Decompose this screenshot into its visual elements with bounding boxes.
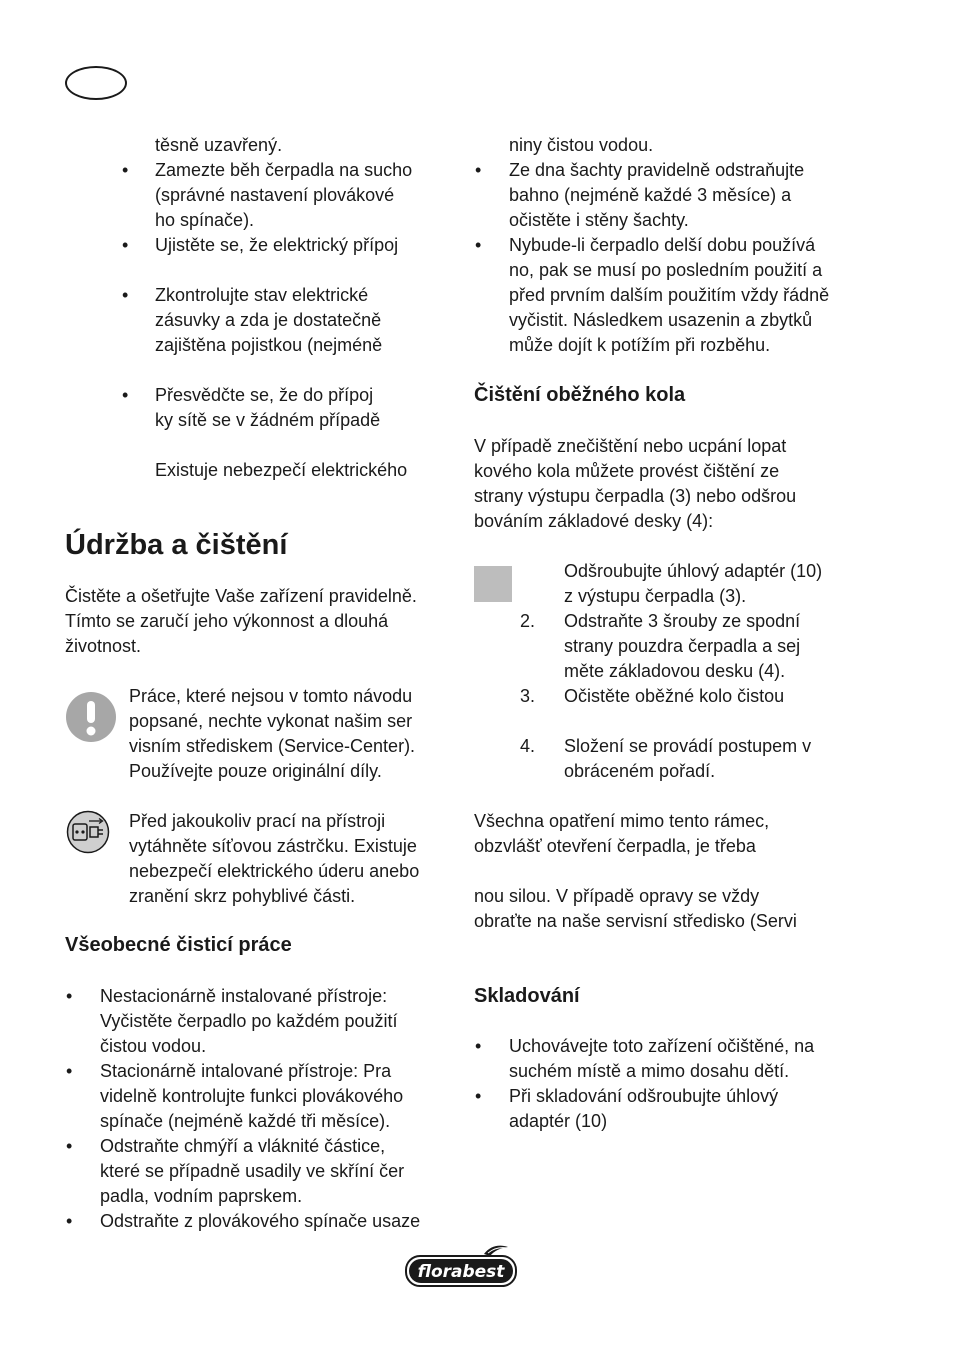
text-line: Používejte pouze originální díly.	[129, 761, 382, 781]
text-line: zranění skrz pohyblivé části.	[129, 886, 356, 906]
text-line: které se případně usadily ve skříní čer	[100, 1161, 405, 1181]
text-line: Přesvědčte se, že do přípoj	[155, 385, 374, 405]
exclamation-warning-icon	[66, 692, 116, 742]
bullet-icon: •	[66, 1211, 73, 1231]
text-line: z výstupu čerpadla (3).	[564, 586, 747, 606]
section-title-storage: Skladování	[474, 985, 580, 1007]
text-line: padla, vodním paprskem.	[100, 1186, 303, 1206]
text-line: čistou vodou.	[100, 1036, 207, 1056]
text-line: životnost.	[65, 636, 142, 656]
text-line: Ujistěte se, že elektrický přípoj	[155, 235, 399, 255]
text-line: těsně uzavřený.	[155, 135, 283, 155]
bullet-icon: •	[475, 235, 482, 255]
text-line: Ze dna šachty pravidelně odstraňujte	[509, 160, 805, 180]
bullet-icon: •	[122, 235, 129, 255]
text-line: Vyčistěte čerpadlo po každém použití	[100, 1011, 398, 1031]
bullet-icon: •	[475, 160, 482, 180]
text-line: Stacionárně intalované přístroje: Pra	[100, 1061, 392, 1081]
text-line: (správné nastavení plovákové	[155, 185, 395, 205]
step-number: 3.	[520, 686, 536, 706]
text-line: nebezpečí elektrického úderu anebo	[129, 861, 420, 881]
text-line: obzvlášť otevření čerpadla, je třeba	[474, 836, 756, 856]
text-line: Zamezte běh čerpadla na sucho	[155, 160, 413, 180]
text-line: Zkontrolujte stav elektrické	[155, 285, 369, 305]
section-title-maintenance: Údržba a čištění	[65, 529, 288, 561]
text-line: Tímto se zaručí jeho výkonnost a dlouhá	[65, 611, 389, 631]
text-line: videlně kontrolujte funkci plovákového	[100, 1086, 404, 1106]
text-line: Nybude-li čerpadlo delší dobu používá	[509, 235, 816, 255]
unplug-icon	[66, 810, 110, 854]
text-line: vyčistit. Následkem usazenin a zbytků	[509, 310, 813, 330]
bullet-icon: •	[122, 385, 129, 405]
text-line: strany výstupu čerpadla (3) nebo odšrou	[474, 486, 797, 506]
text-line: měte základovou desku (4).	[564, 661, 786, 681]
text-line: adaptér (10)	[509, 1111, 608, 1131]
text-line: ky sítě se v žádném případě	[155, 410, 381, 430]
text-line: Čistěte a ošetřujte Vaše zařízení pravidelně.	[65, 586, 417, 606]
text-line: před prvním dalším použitím vždy řádně	[509, 285, 830, 305]
logo-text: florabest	[417, 1262, 505, 1282]
text-line: bahno (nejméně každé 3 měsíce) a	[509, 185, 792, 205]
section-title-general-cleaning: Všeobecné čisticí práce	[65, 934, 292, 956]
step-marker-square	[474, 566, 512, 602]
text-line: obráceném pořadí.	[564, 761, 716, 781]
text-line: niny čistou vodou.	[509, 135, 654, 155]
text-line: nou silou. V případě opravy se vždy	[474, 886, 760, 906]
text-line: Před jakoukoliv prací na přístroji	[129, 811, 386, 831]
text-line: zajištěna pojistkou (nejméně	[155, 335, 383, 355]
bullet-icon: •	[122, 285, 129, 305]
text-line: Odšroubujte úhlový adaptér (10)	[564, 561, 823, 581]
bullet-icon: •	[66, 1061, 73, 1081]
text-line: Odstraňte chmýří a vláknité částice,	[100, 1136, 386, 1156]
text-line: Složení se provádí postupem v	[564, 736, 812, 756]
bullet-icon: •	[66, 986, 73, 1006]
text-line: Uchovávejte toto zařízení očištěné, na	[509, 1036, 815, 1056]
text-line: suchém místě a mimo dosahu dětí.	[509, 1061, 790, 1081]
text-line: Existuje nebezpečí elektrického	[155, 460, 408, 480]
text-line: V případě znečištění nebo ucpání lopat	[474, 436, 787, 456]
text-line: kového kola můžete provést čištění ze	[474, 461, 780, 481]
florabest-logo	[404, 1244, 518, 1288]
step-number: 4.	[520, 736, 536, 756]
bullet-icon: •	[475, 1086, 482, 1106]
text-line: zásuvky a zda je dostatečně	[155, 310, 382, 330]
text-line: Odstraňte z plovákového spínače usaze	[100, 1211, 421, 1231]
bullet-icon: •	[66, 1136, 73, 1156]
text-line: spínače (nejméně každé tři měsíce).	[100, 1111, 391, 1131]
text-line: ho spínače).	[155, 210, 255, 230]
language-badge-oval	[65, 66, 127, 100]
text-line: obraťte na naše servisní středisko (Servi	[474, 911, 797, 931]
section-title-impeller: Čištění oběžného kola	[474, 384, 686, 406]
text-line: Nestacionárně instalované přístroje:	[100, 986, 388, 1006]
bullet-icon: •	[475, 1036, 482, 1056]
bullet-icon: •	[122, 160, 129, 180]
text-line: očistěte i stěny šachty.	[509, 210, 689, 230]
text-line: visním střediskem (Service-Center).	[129, 736, 416, 756]
text-line: Odstraňte 3 šrouby ze spodní	[564, 611, 801, 631]
text-line: může dojít k potížím při rozběhu.	[509, 335, 771, 355]
text-line: Při skladování odšroubujte úhlový	[509, 1086, 779, 1106]
text-line: bováním základové desky (4):	[474, 511, 714, 531]
text-line: strany pouzdra čerpadla a sej	[564, 636, 801, 656]
text-line: no, pak se musí po posledním použití a	[509, 260, 823, 280]
text-line: Všechna opatření mimo tento rámec,	[474, 811, 770, 831]
text-line: vytáhněte síťovou zástrčku. Existuje	[129, 836, 417, 856]
step-number: 2.	[520, 611, 536, 631]
text-line: Práce, které nejsou v tomto návodu	[129, 686, 413, 706]
text-line: popsané, nechte vykonat našim ser	[129, 711, 413, 731]
text-line: Očistěte oběžné kolo čistou	[564, 686, 785, 706]
